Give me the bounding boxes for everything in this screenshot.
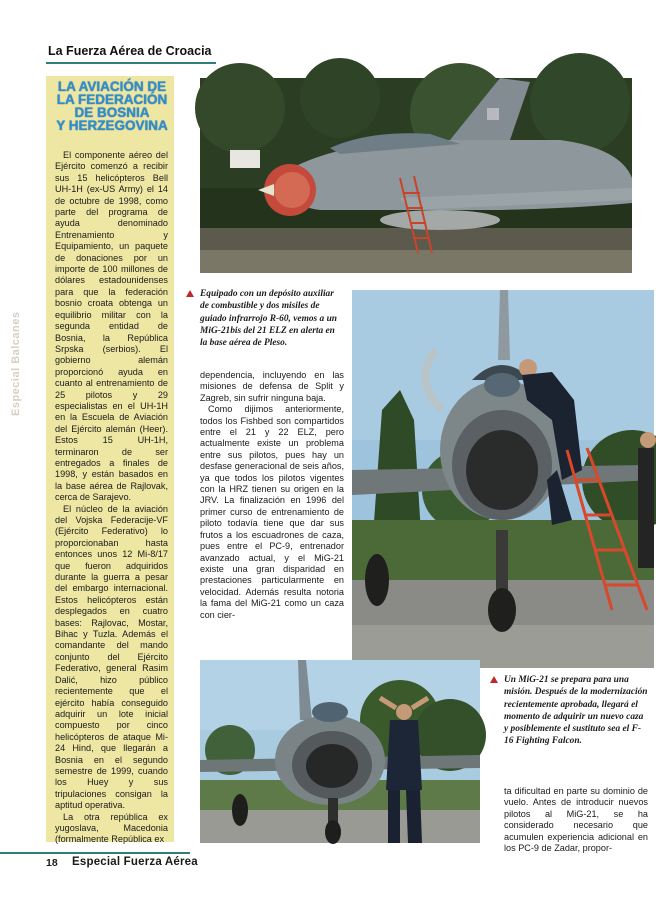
sidebar-text — [55, 150, 168, 845]
sidebar-paragraph: El componente aéreo del Ejército comenzó a recibir sus 15 helicópteros Bell UH-1H (ex-US Army) el 14 de octubre de 1998, como parte del programa de ayuda denominado Entrenamiento y Equipamiento, un paquete de donaciones por un importe de 100 millones de dólares estadounidenses para que la federación bosnio croata obtenga un equilibrio militar con la segunda entidad de Bosnia, la República Srpska (serbios). El gobierno alemán proporcionó ayuda en cuanto al entrenamiento de 25 pilotos y 29 especialistas en el UH-1H en la Escuela de Aviación del Ejército alemán (Heer). Estos 15 UH-1H, terminaron de ser entregados a finales de 1998, y están basados en la base aérea de Rajlovak, cerca de Sarajevo. — [55, 150, 168, 503]
running-header: La Fuerza Aérea de Croacia — [48, 44, 212, 58]
page-number: 18 — [46, 857, 58, 869]
sidebar-heading — [54, 80, 170, 132]
footer-rule — [0, 852, 190, 854]
sidebar-paragraph: El núcleo de la aviación del Vojska Federacije-VF (Ejército Federativo) lo proporcionaban hasta entonces unos 12 Mi-8/17 que fueron adquiridos durante la guerra a pesar del embargo internacional. Estos helicópteros están desplegados en cuatro bases: Rajlovac, Mostar, Bihac y Tuzla. Además el comandante del mando conjunto del Ejército Federativo, general Rasim Dalić, hizo público recientemente que el ejército había conseguido adquirir un lote inicial compuesto por cinco helicópteros de ataque Mi-24 Hind, que llegarán a Bosnia en el segundo semestre de 1999, cuando los Huey y sus tripulaciones consigan la aptitud operativa. — [55, 503, 168, 811]
header-rule — [46, 62, 216, 64]
sidebar-heading-line: LA AVIACIÓN DE — [57, 79, 167, 94]
article-body-bottom — [504, 786, 648, 854]
article-body-middle — [200, 370, 344, 621]
sidebar-heading-line: DE BOSNIA — [74, 105, 150, 120]
caption-marker-icon — [186, 290, 194, 297]
article-paragraph: dependencia, incluyendo en las misiones de defensa de Split y Zagreb, sin sufrir ninguna baja. — [200, 370, 344, 403]
article-paragraph: Como dijimos anteriormente, todos los Fishbed son compartidos entre el 21 y 22 ELZ, pero actualmente existe un problema entre sus pilotos, pues hay un desfase generacional de seis años, ya que todos los pilotos vigentes con la HRZ tienen su origen en la JRV. La finalización en 1996 del primer curso de entrenamiento de piloto todavía tiene que dar sus frutos a los escuadrones de caza, pues entre el PC-9, entrenador avanzado actual, y el MiG-21 existe una gran disparidad en prestaciones particularmente en velocidad. Además resulta notoria la fama del MiG-21 como un caza con cier- — [200, 404, 344, 620]
caption-marker-icon — [490, 676, 498, 683]
footer-title: Especial Fuerza Aérea — [72, 856, 198, 868]
side-tab-label: Especial Balcanes — [10, 311, 22, 416]
photo-mig21-ground-crew — [200, 660, 480, 843]
photo-mig21-side — [200, 78, 632, 273]
photo-mig21-front — [352, 290, 654, 668]
caption-bottom-photo: Un MiG-21 se prepara para una misión. Después de la modernización recientemente aprobada, llegará el momento de adquirir un nuevo caza y posiblemente el sustituto sea el F-16 Fighting Falcon. — [504, 675, 648, 747]
sidebar-heading-line: Y HERZEGOVINA — [56, 118, 168, 133]
sidebar-paragraph: La otra república ex yugoslava, Macedonia (formalmente República ex — [55, 811, 168, 845]
caption-top-photo: Equipado con un depósito auxiliar de combustible y dos misiles de guiado infrarrojo R-60, vemos a un MiG-21bis del 21 ELZ en alerta en la base aérea de Pleso. — [200, 289, 337, 349]
sidebar-heading-line: LA FEDERACIÓN — [56, 92, 168, 107]
article-paragraph: ta dificultad en parte su dominio de vuelo. Antes de introducir nuevos pilotos al MiG-21, se ha considerado necesario que acumulen experiencia adicional en los PC-9 de Zadar, propor- — [504, 786, 648, 854]
